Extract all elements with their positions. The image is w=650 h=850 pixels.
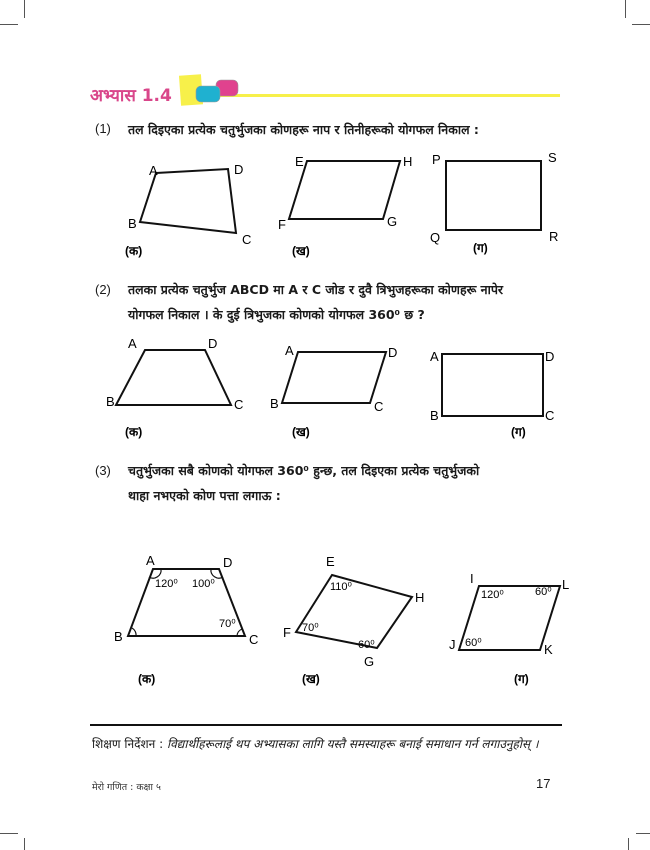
figure-label: (ख) (302, 672, 320, 686)
angle-label: 100⁰ (192, 578, 215, 590)
question-2-line-1: तलका प्रत्येक चतुर्भुज ABCD मा A र C जोड र दुवै त्रिभुजहरूका कोणहरू नापेर (128, 282, 504, 297)
figure-3b (283, 554, 424, 686)
vertex-label: C (242, 232, 252, 247)
question-3-line-1: चतुर्भुजका सबै कोणको योगफल 360⁰ हुन्छ, तल दिइएका प्रत्येक चतुर्भुजको (128, 463, 480, 478)
crop-mark-br-h (636, 833, 650, 834)
question-2-number: (2) (95, 282, 111, 297)
vertex-label: L (562, 577, 570, 592)
vertex-label: H (415, 590, 425, 605)
figure-1a (125, 162, 251, 258)
vertex-label: R (549, 229, 559, 244)
vertex-label: D (388, 345, 398, 360)
figure-label: (ग) (514, 672, 529, 686)
figure-label: (ख) (292, 425, 310, 439)
vertex-label: E (295, 154, 304, 169)
parallelogram-abcd (282, 352, 386, 403)
vertex-label: A (128, 336, 137, 351)
vertex-label: K (544, 642, 553, 657)
angle-arc (132, 628, 136, 636)
figure-1b (278, 154, 412, 258)
vertex-label: G (387, 214, 398, 229)
vertex-label: F (283, 625, 291, 640)
figure-label: (ख) (292, 244, 310, 258)
vertex-label: D (223, 555, 233, 570)
angle-label: 70⁰ (219, 618, 236, 630)
vertex-label: S (548, 150, 557, 165)
figure-1c (430, 150, 558, 255)
figure-label: (क) (138, 672, 156, 686)
vertex-label: A (146, 553, 155, 568)
question-3-figures (0, 545, 650, 695)
vertex-label: G (364, 654, 375, 669)
vertex-label: C (234, 397, 244, 412)
vertex-label: C (249, 632, 259, 647)
vertex-label: D (545, 349, 555, 364)
crop-mark-bl-h (0, 833, 18, 834)
footer-book-title: मेरो गणित : कक्षा ५ (92, 782, 161, 793)
vertex-label: E (326, 554, 335, 569)
vertex-label: Q (430, 230, 441, 245)
exercise-heading: अभ्यास 1.4 (90, 86, 172, 106)
vertex-label: B (270, 396, 279, 411)
figure-2b (270, 343, 397, 439)
question-2-figures (0, 330, 650, 445)
heading-underline (215, 94, 560, 97)
vertex-label: D (234, 162, 244, 177)
vertex-label: P (432, 152, 441, 167)
vertex-label: F (278, 217, 286, 232)
crop-mark-br-v (628, 838, 629, 850)
vertex-label: A (430, 349, 439, 364)
figure-label: (क) (125, 244, 143, 258)
question-1-number: (1) (95, 121, 111, 136)
angle-label: 120⁰ (481, 589, 504, 601)
crop-mark-bl-v (24, 838, 25, 850)
question-1-figures (0, 140, 650, 265)
figure-label: (क) (125, 425, 143, 439)
rectangle-abcd (442, 354, 543, 416)
teacher-note-text: विद्यार्थीहरूलाई थप अभ्यासका लागि यस्तै समस्याहरू बनाई समाधान गर्न लगाउनुहोस् । (167, 737, 539, 751)
angle-label: 60⁰ (358, 639, 375, 651)
question-3-number: (3) (95, 463, 111, 478)
figure-3a (114, 553, 258, 686)
vertex-label: D (208, 336, 218, 351)
divider-line (90, 724, 562, 726)
quadrilateral-abcd (140, 169, 236, 233)
figure-label: (ग) (473, 241, 488, 255)
angle-label: 120⁰ (155, 578, 178, 590)
figure-2a (106, 336, 243, 439)
vertex-label: A (149, 163, 158, 178)
angle-arc (237, 629, 242, 636)
figure-3c (449, 571, 569, 686)
angle-label: 60⁰ (465, 637, 482, 649)
vertex-label: C (374, 399, 384, 414)
angle-label: 70⁰ (302, 622, 319, 634)
vertex-label: B (114, 629, 123, 644)
question-3-line-2: थाहा नभएको कोण पत्ता लगाऊ : (128, 488, 281, 503)
teacher-note (92, 735, 539, 752)
vertex-label: A (285, 343, 294, 358)
vertex-label: B (106, 394, 115, 409)
quadrilateral-efgh (296, 575, 412, 648)
vertex-label: J (449, 637, 456, 652)
question-1-text: तल दिइएका प्रत्येक चतुर्भुजका कोणहरू नाप र तिनीहरूको योगफल निकाल : (128, 122, 479, 137)
vertex-label: I (470, 571, 474, 586)
angle-label: 60⁰ (535, 586, 552, 598)
vertex-label: C (545, 408, 555, 423)
vertex-label: B (430, 408, 439, 423)
vertex-label: H (403, 154, 413, 169)
vertex-label: B (128, 216, 137, 231)
deco-blue-block (196, 86, 220, 102)
trapezium-abcd (116, 350, 231, 405)
quadrilateral-efgh (289, 161, 400, 219)
figure-label: (ग) (511, 425, 526, 439)
page-number: 17 (536, 776, 551, 791)
rectangle-pqrs (446, 161, 541, 230)
question-2-line-2: योगफल निकाल । के दुई त्रिभुजका कोणको योगफल 360⁰ छ ? (128, 307, 425, 322)
figure-2c (430, 349, 554, 439)
teacher-note-label: शिक्षण निर्देशन : (92, 737, 164, 751)
angle-label: 110⁰ (330, 581, 352, 593)
